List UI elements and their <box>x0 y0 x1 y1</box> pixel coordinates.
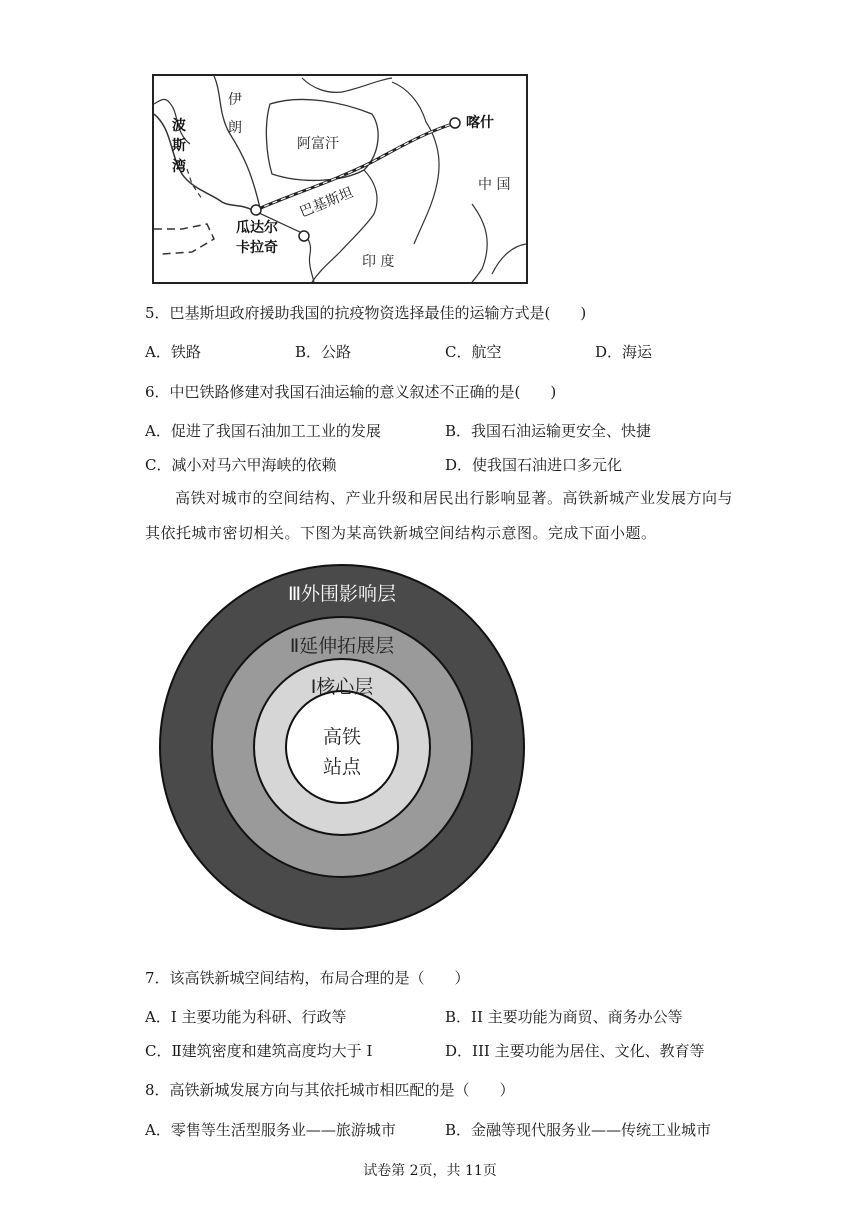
kashgar-label: 喀什 <box>466 115 494 131</box>
map-figure <box>152 74 528 284</box>
iran-label-2: 朗 <box>228 120 242 136</box>
inner-ring-label: Ⅰ核心层 <box>310 676 374 698</box>
q7-option-c[interactable]: C．Ⅱ建筑密度和建筑高度均大于 I <box>145 1042 373 1060</box>
gwadar-label: 瓜达尔 <box>236 220 278 236</box>
q5-option-b[interactable]: B．公路 <box>295 343 352 361</box>
center-label-1: 高铁 <box>322 726 362 748</box>
gulf-label-2: 斯 <box>172 138 186 154</box>
karachi-label: 卡拉奇 <box>236 240 278 256</box>
afghanistan-label: 阿富汗 <box>297 136 339 152</box>
rings-svg <box>158 563 526 931</box>
kashgar-point <box>450 118 460 128</box>
q5-option-a[interactable]: A．铁路 <box>145 343 201 361</box>
iran-label-1: 伊 <box>228 92 242 108</box>
pakistan-label: 巴基斯坦 <box>297 184 356 221</box>
china-label: 中 国 <box>478 177 511 193</box>
page-footer: 试卷第 2页，共 11页 <box>363 1163 497 1179</box>
gwadar-point <box>251 205 261 215</box>
middle-ring-label: Ⅱ延伸拓展层 <box>289 635 395 657</box>
q5-option-d[interactable]: D．海运 <box>595 343 653 361</box>
q5-option-c[interactable]: C．航空 <box>445 343 502 361</box>
q7-option-b[interactable]: B．II 主要功能为商贸、商务办公等 <box>445 1008 683 1026</box>
question-7-stem: 7．该高铁新城空间结构，布局合理的是（ ） <box>145 969 470 987</box>
q7-option-d[interactable]: D．III 主要功能为居住、文化、教育等 <box>445 1042 705 1060</box>
rings-diagram <box>158 563 526 931</box>
karachi-point <box>299 231 309 241</box>
outer-ring-label: Ⅲ外围影响层 <box>287 583 397 605</box>
gulf-label-3: 湾 <box>172 159 186 175</box>
map-svg <box>152 74 528 284</box>
q8-option-a[interactable]: A．零售等生活型服务业——旅游城市 <box>145 1121 396 1139</box>
center-label-2: 站点 <box>322 756 362 778</box>
question-6-stem: 6．中巴铁路修建对我国石油运输的意义叙述不正确的是( ) <box>145 383 557 401</box>
passage-line-1: 高铁对城市的空间结构、产业升级和居民出行影响显著。高铁新城产业发展方向与 <box>175 489 734 507</box>
q6-option-a[interactable]: A．促进了我国石油加工工业的发展 <box>145 422 381 440</box>
question-5-stem: 5．巴基斯坦政府援助我国的抗疫物资选择最佳的运输方式是( ) <box>145 304 587 322</box>
q6-option-b[interactable]: B．我国石油运输更安全、快捷 <box>445 422 652 440</box>
q7-option-a[interactable]: A．I 主要功能为科研、行政等 <box>145 1008 347 1026</box>
q8-option-b[interactable]: B．金融等现代服务业——传统工业城市 <box>445 1121 712 1139</box>
gulf-label-1: 波 <box>172 118 186 134</box>
passage-line-2: 其依托城市密切相关。下图为某高铁新城空间结构示意图。完成下面小题。 <box>145 524 657 542</box>
q6-option-d[interactable]: D．使我国石油进口多元化 <box>445 456 623 474</box>
q6-option-c[interactable]: C．减小对马六甲海峡的依赖 <box>145 456 337 474</box>
india-label: 印 度 <box>362 254 395 270</box>
question-8-stem: 8．高铁新城发展方向与其依托城市相匹配的是（ ） <box>145 1081 515 1099</box>
